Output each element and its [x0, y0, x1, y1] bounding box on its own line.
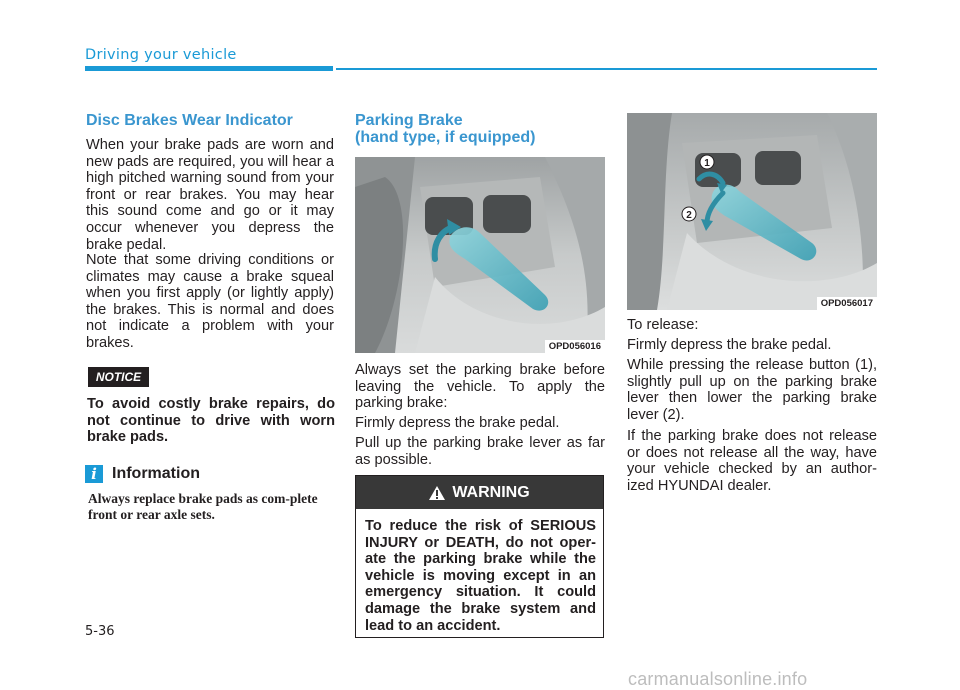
parking-brake-heading: Parking Brake [355, 112, 463, 129]
information-title: Information [112, 465, 200, 482]
warning-text: To reduce the risk of SERIOUS INJURY or DEATH, do not oper-ate the parking brake while the vehicle is moving except in an emergency situation. It could damage the brake system and lead to an accident. [365, 518, 596, 634]
parking-brake-paragraph-2: Firmly depress the brake pedal. [355, 415, 560, 431]
warning-header [356, 476, 603, 509]
callout-2-label: 2 [686, 210, 692, 221]
watermark-text: carmanualsonline.info [628, 669, 808, 689]
warning-box [355, 475, 604, 638]
parking-brake-release-illustration [627, 113, 877, 310]
disc-brakes-paragraph-1: When your brake pads are worn and new pads are required, you will hear a high pitched warning sound from your front or rear brakes. You may hear this sound come and go or it may occur whenever you depress the brake pedal. [86, 137, 334, 253]
release-paragraph-4: If the parking brake does not release or does not release all the way, have your vehicle checked by an author-ized HYUNDAI dealer. [627, 428, 877, 494]
notice-badge: NOTICE [88, 367, 149, 387]
parking-brake-paragraph-3: Pull up the parking brake lever as far as possible. [355, 435, 605, 468]
header-rule-thick [85, 66, 333, 71]
warning-triangle-icon [429, 486, 445, 500]
info-icon: i [85, 465, 103, 483]
callout-1-label: 1 [704, 158, 710, 169]
release-paragraph-3: While pressing the release button (1), slightly pull up on the parking brake lever then lower the parking brake lever (2). [627, 357, 877, 423]
release-paragraph-1: To release: [627, 317, 699, 333]
figure-code: OPD056016 [545, 340, 605, 353]
header-rule-thin [336, 68, 877, 70]
warning-label: WARNING [452, 484, 530, 501]
information-text: Always replace brake pads as com-plete front or rear axle sets. [88, 491, 318, 522]
parking-brake-apply-illustration [355, 157, 605, 353]
disc-brakes-heading: Disc Brakes Wear Indicator [86, 112, 293, 129]
parking-brake-release-figure [627, 113, 877, 310]
parking-brake-paragraph-1: Always set the parking brake before leaving the vehicle. To apply the parking brake: [355, 362, 605, 412]
notice-text: To avoid costly brake repairs, do not continue to drive with worn brake pads. [87, 396, 335, 446]
parking-brake-subheading: (hand type, if equipped) [355, 129, 536, 146]
disc-brakes-paragraph-2: Note that some driving conditions or climates may cause a brake squeal when you first apply (or lightly apply) the brakes. This is normal and does not indicate a problem with your brakes. [86, 252, 334, 351]
section-title: Driving your vehicle [85, 47, 237, 63]
release-paragraph-2: Firmly depress the brake pedal. [627, 337, 832, 353]
parking-brake-apply-figure [355, 157, 605, 353]
page-number: 5-36 [85, 624, 115, 639]
figure-code: OPD056017 [817, 297, 877, 310]
